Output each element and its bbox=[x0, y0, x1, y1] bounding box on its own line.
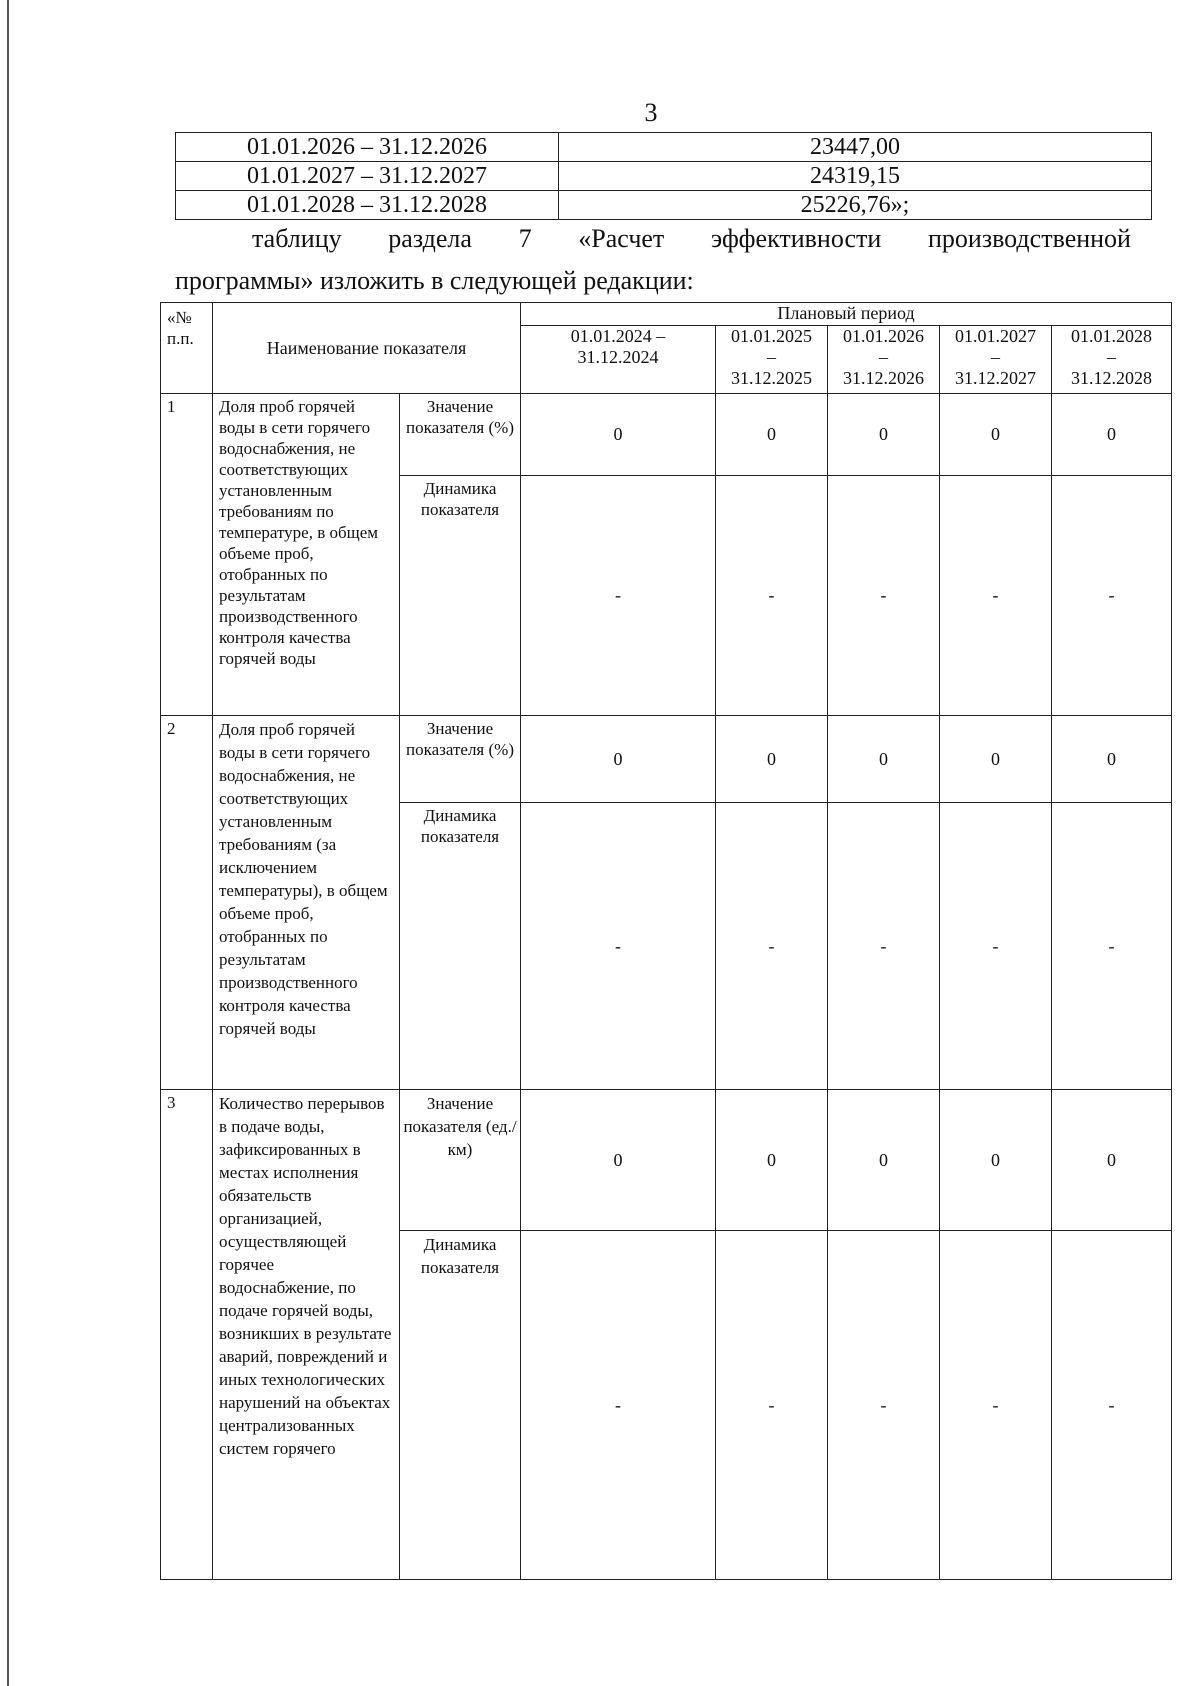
intro-word: эффективности bbox=[710, 224, 882, 253]
dynamics-cell: - bbox=[716, 803, 828, 1090]
value-cell: 23447,00 bbox=[559, 133, 1152, 162]
indicator-name: Количество перерывов в подаче воды, зафиксированных в местах исполнения обязательств организацией, осуществляющей горячее водоснабжение, по подаче горячей воды, возникших в результате аварий, повреждений и иных технологических нарушений на объектах централизованных систем горячего bbox=[213, 1090, 400, 1580]
value-cell: 0 bbox=[521, 1090, 716, 1231]
dynamics-cell: - bbox=[940, 476, 1052, 716]
value-cell: 0 bbox=[716, 1090, 828, 1231]
value-cell: 0 bbox=[521, 716, 716, 803]
value-cell: 0 bbox=[940, 1090, 1052, 1231]
table-row bbox=[176, 191, 1152, 220]
row-number: 1 bbox=[161, 394, 213, 716]
value-cell: 0 bbox=[716, 716, 828, 803]
period-dash: – bbox=[767, 347, 776, 367]
period-value-table bbox=[175, 132, 1152, 220]
header-period bbox=[1052, 326, 1172, 394]
header-planned-period: Плановый период bbox=[521, 303, 1172, 326]
period-dash: – bbox=[879, 347, 888, 367]
value-cell: 0 bbox=[828, 1090, 940, 1231]
value-cell: 0 bbox=[1052, 394, 1172, 476]
table-row bbox=[161, 1090, 1172, 1231]
intro-word: «Расчет bbox=[578, 224, 665, 253]
dynamics-label: Динамика показателя bbox=[400, 1231, 521, 1580]
value-cell: 25226,76»; bbox=[559, 191, 1152, 220]
header-indicator-name: Наименование показателя bbox=[213, 303, 521, 394]
page-number: 3 bbox=[644, 98, 658, 127]
value-cell: 0 bbox=[1052, 716, 1172, 803]
indicator-name: Доля проб горячей воды в сети горячего водоснабжения, не соответствующих установленным требованиям (за исключением температуры), в общем объеме проб, отобранных по результатам производственного контроля качества горячей воды bbox=[213, 716, 400, 1090]
period-end: 31.12.2025 bbox=[731, 368, 812, 388]
dynamics-label: Динамика показателя bbox=[400, 476, 521, 716]
row-number: 3 bbox=[161, 1090, 213, 1580]
dynamics-cell: - bbox=[940, 803, 1052, 1090]
value-cell: 0 bbox=[828, 716, 940, 803]
period-end: 31.12.2026 bbox=[843, 368, 924, 388]
period-cell: 01.01.2028 – 31.12.2028 bbox=[176, 191, 559, 220]
value-cell: 24319,15 bbox=[559, 162, 1152, 191]
intro-word: таблицу bbox=[252, 224, 342, 253]
intro-paragraph bbox=[175, 218, 1131, 302]
row-number: 2 bbox=[161, 716, 213, 1090]
dynamics-cell: - bbox=[521, 476, 716, 716]
indicators-table bbox=[160, 302, 1172, 1580]
dynamics-cell: - bbox=[716, 476, 828, 716]
table-row bbox=[176, 133, 1152, 162]
dynamics-cell: - bbox=[940, 1231, 1052, 1580]
table-row bbox=[176, 162, 1152, 191]
table-row bbox=[161, 716, 1172, 803]
period-end: 31.12.2028 bbox=[1071, 368, 1153, 388]
value-label: Значение показателя (%) bbox=[400, 716, 521, 803]
header-period bbox=[716, 326, 828, 394]
header-number: «№ п.п. bbox=[161, 303, 213, 394]
header-period bbox=[521, 326, 716, 394]
intro-word: производственной bbox=[927, 224, 1131, 253]
period-cell: 01.01.2026 – 31.12.2026 bbox=[176, 133, 559, 162]
table-row bbox=[161, 394, 1172, 476]
period-end: 31.12.2024 bbox=[577, 347, 659, 367]
period-end: 31.12.2027 bbox=[955, 368, 1036, 388]
period-start: 01.01.2027 bbox=[955, 326, 1036, 346]
period-start: 01.01.2028 bbox=[1071, 326, 1153, 346]
intro-word: раздела bbox=[388, 224, 472, 253]
value-label: Значение показателя (ед./км) bbox=[400, 1090, 521, 1231]
value-cell: 0 bbox=[716, 394, 828, 476]
dynamics-cell: - bbox=[1052, 1231, 1172, 1580]
indicator-name: Доля проб горячей воды в сети горячего водоснабжения, не соответствующих установленным требованиям по температуре, в общем объеме проб, отобранных по результатам производственного контроля качества горячей воды bbox=[213, 394, 400, 716]
page-edge-line bbox=[7, 0, 9, 1686]
value-cell: 0 bbox=[521, 394, 716, 476]
intro-word: 7 bbox=[518, 224, 532, 253]
value-cell: 0 bbox=[1052, 1090, 1172, 1231]
period-cell: 01.01.2027 – 31.12.2027 bbox=[176, 162, 559, 191]
dynamics-cell: - bbox=[521, 803, 716, 1090]
intro-line-2: программы» изложить в следующей редакции: bbox=[175, 266, 694, 295]
header-period bbox=[940, 326, 1052, 394]
dynamics-label: Динамика показателя bbox=[400, 803, 521, 1090]
dynamics-cell: - bbox=[521, 1231, 716, 1580]
dynamics-cell: - bbox=[828, 1231, 940, 1580]
period-dash: – bbox=[991, 347, 1000, 367]
dynamics-cell: - bbox=[828, 476, 940, 716]
period-start: 01.01.2024 – bbox=[570, 326, 666, 346]
value-label: Значение показателя (%) bbox=[400, 394, 521, 476]
intro-line-1 bbox=[175, 218, 1131, 260]
period-dash: – bbox=[1107, 347, 1117, 367]
header-period bbox=[828, 326, 940, 394]
dynamics-cell: - bbox=[716, 1231, 828, 1580]
period-start: 01.01.2025 bbox=[731, 326, 812, 346]
value-cell: 0 bbox=[940, 394, 1052, 476]
value-cell: 0 bbox=[828, 394, 940, 476]
dynamics-cell: - bbox=[1052, 476, 1172, 716]
dynamics-cell: - bbox=[828, 803, 940, 1090]
header-row bbox=[161, 303, 1172, 326]
dynamics-cell: - bbox=[1052, 803, 1172, 1090]
period-start: 01.01.2026 bbox=[843, 326, 924, 346]
value-cell: 0 bbox=[940, 716, 1052, 803]
